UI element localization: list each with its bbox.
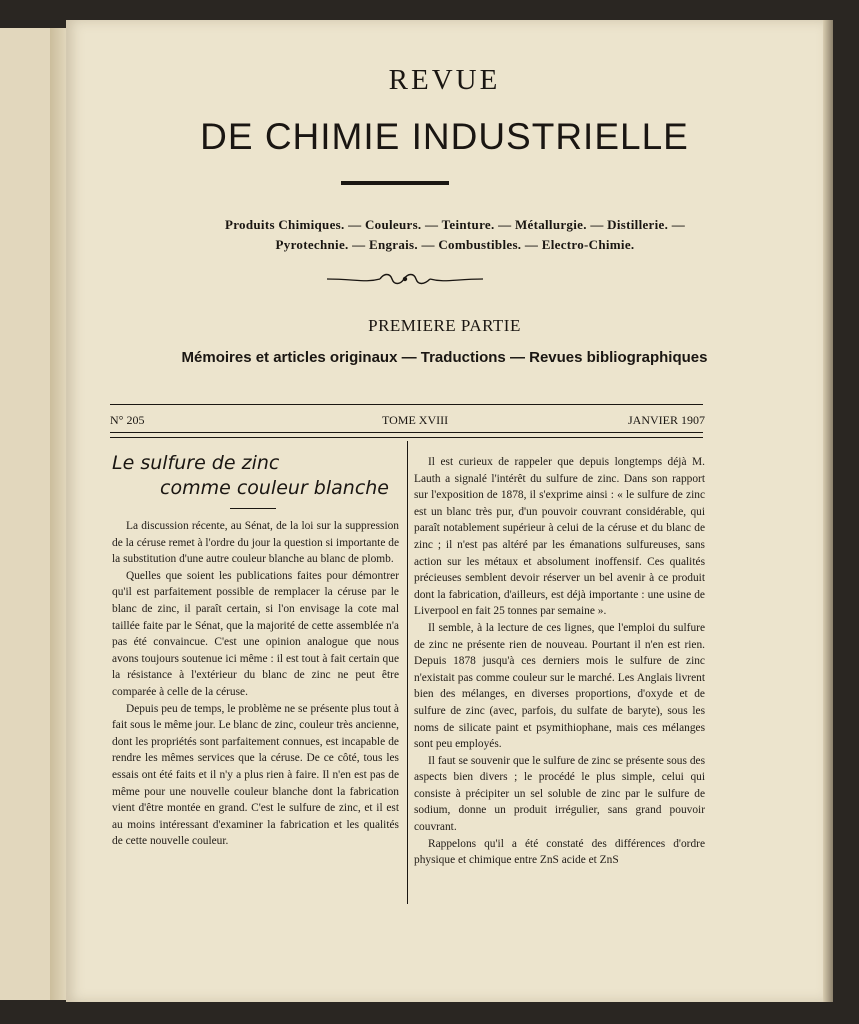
- issue-tome: TOME XVIII: [382, 413, 449, 427]
- title-underline: [341, 181, 449, 185]
- part-heading: PREMIERE PARTIE: [368, 316, 521, 335]
- paragraph: Il faut se souvenir que le sulfure de zinc se présente sous des aspects bien divers ; le procédé le plus simple, celui qui consiste à précipiter un sel soluble de zinc par le sulfure de sodium, donne un produit irrégulier, sans grand pouvoir couvrant.: [414, 754, 705, 834]
- page-edge-shadow: [823, 20, 833, 1002]
- article-title-line-2: comme couleur blanche: [160, 477, 389, 499]
- header-rule-bottom-1: [110, 432, 703, 433]
- paragraph: Quelles que soient les publications faites pour démontrer qu'il est parfaitement possible de remplacer la céruse par le blanc de zinc, il paraît certain, si l'on envisage la cote mal taillée faite par le Sénat, que la majorité de cette assemblée n'a pas été convaincue. C'est une opinion analogue que nous avons toujours soutenue ici même : il est tout à fait certain que la résistance à l'extérieur du blanc de zinc ne peut être comparée à celle de la céruse.: [112, 569, 399, 698]
- issue-number: N° 205: [110, 413, 145, 427]
- paragraph: Rappelons qu'il a été constaté des différences d'ordre physique et chimique entre ZnS acide et ZnS: [414, 837, 705, 867]
- article-title-line-1: Le sulfure de zinc: [112, 452, 280, 474]
- article-column-left: [112, 518, 399, 850]
- part-subtitle: Mémoires et articles originaux — Traductions — Revues bibliographiques: [181, 349, 708, 366]
- title-separator: [230, 508, 276, 509]
- paragraph: Il semble, à la lecture de ces lignes, que l'emploi du sulfure de zinc ne présente rien de nouveau. Pourtant il n'en est rien. Depuis 1878 jusqu'à ces derniers mois le sulfure de zinc n'existait pas comme couleur sur le marché. Les Anglais livrent bien des mélanges, en diverses proportions, d'oxyde et de sulfure de zinc (avec, parfois, du sulfate de baryte), sous les noms de silicate paint et psymithiophane, mais ces mélanges sont peu employés.: [414, 621, 705, 751]
- paragraph: La discussion récente, au Sénat, de la loi sur la suppression de la céruse remet à l'ordre du jour la question si importante de la substitution d'une autre couleur blanche au blanc de plomb.: [112, 520, 399, 566]
- header-rule-bottom-2: [110, 437, 703, 438]
- paragraph: Depuis peu de temps, le problème ne se présente plus tout à fait sous le même jour. Le blanc de zinc, couleur très ancienne, dont les propriétés sont parfaitement connues, est incapable de rendre les mêmes services que la céruse. De ce côté, tous les essais ont été faits et il n'y a plus rien à faire. Il n'en est pas de même pour une nouvelle couleur blanche dont la fabrication vient d'être montée en grand. C'est le sulfure de zinc, et il est au moins intéressant d'examiner la fabrication et les qualités de cette nouvelle couleur.: [112, 702, 399, 848]
- paragraph: Il est curieux de rappeler que depuis longtemps déjà M. Lauth a signalé l'intérêt du sulfure de zinc. Dans son rapport sur l'exposition de 1878, il s'exprime ainsi : « le sulfure de zinc est un blanc très pur, d'un pouvoir couvrant considérable, qui paraît notablement supérieur à celui de la céruse et du blanc de zinc ; il n'est pas altéré par les émanations sulfureuses, sans action sur les métaux et absolument inoffensif. Ces qualités précieuses semblent devoir réserver un bel avenir à ce produit dont la fabrication, d'ailleurs, est déjà importante : une usine de Liverpool en fait 25 tonnes par semaine ».: [414, 456, 705, 618]
- topics-line-1: Produits Chimiques. — Couleurs. — Teinture. — Métallurgie. — Distillerie. —: [224, 217, 686, 232]
- column-divider: [407, 441, 408, 904]
- article-column-right: [414, 454, 705, 869]
- header-rule-top: [110, 404, 703, 405]
- topics-line-2: Pyrotechnie. — Engrais. — Combustibles. — Electro-Chimie.: [275, 237, 635, 252]
- ornament-flourish: [325, 270, 485, 288]
- issue-date: JANVIER 1907: [628, 413, 705, 427]
- journal-title-main: DE CHIMIE INDUSTRIELLE: [200, 116, 689, 157]
- journal-title-revue: REVUE: [388, 64, 501, 96]
